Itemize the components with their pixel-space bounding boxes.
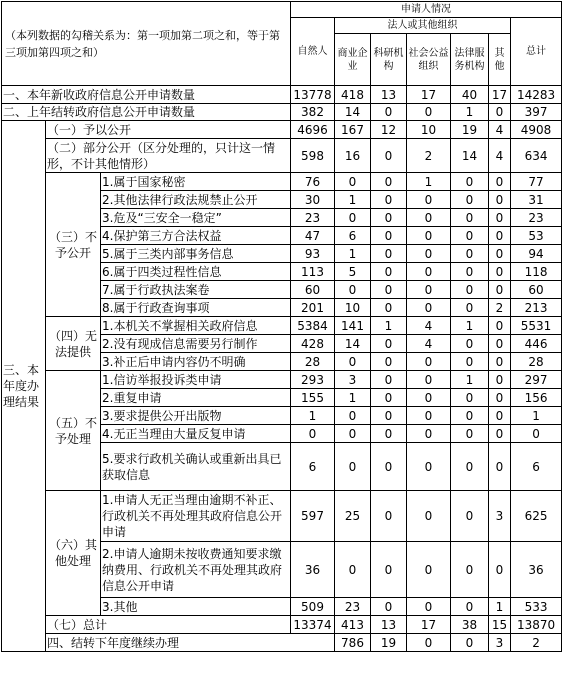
total-header: 总计 xyxy=(511,18,562,86)
cell-value: 23 xyxy=(335,598,371,616)
cell-value: 0 xyxy=(371,353,407,371)
cell-value: 113 xyxy=(291,263,335,281)
row-label: 3.要求提供公开出版物 xyxy=(101,407,291,425)
cell-value: 0 xyxy=(335,209,371,227)
cell-value: 413 xyxy=(335,616,371,634)
cell-value: 0 xyxy=(489,173,511,191)
cell-value: 0 xyxy=(451,281,489,299)
cell-value: 397 xyxy=(511,104,562,121)
row-label: 2.重复申请 xyxy=(101,389,291,407)
cell-value: 17 xyxy=(407,86,451,104)
cell-value: 0 xyxy=(371,443,407,491)
row-label: （一）予以公开 xyxy=(46,121,291,139)
cell-value: 13870 xyxy=(511,616,562,634)
cell-value: 597 xyxy=(291,491,335,542)
cell-value: 0 xyxy=(489,263,511,281)
col-legal-service-header: 法律服务机构 xyxy=(451,34,489,86)
row-label: 1.信访举报投诉类申请 xyxy=(101,371,291,389)
cell-value: 0 xyxy=(371,491,407,542)
cell-value: 0 xyxy=(371,335,407,353)
cell-value: 0 xyxy=(451,245,489,263)
row-label: 6.属于四类过程性信息 xyxy=(101,263,291,281)
cell-value: 15 xyxy=(489,616,511,634)
cell-value: 0 xyxy=(451,353,489,371)
cell-value: 6 xyxy=(335,227,371,245)
cell-value: 1 xyxy=(371,317,407,335)
row-label: 7.属于行政执法案卷 xyxy=(101,281,291,299)
cell-value: 0 xyxy=(451,598,489,616)
cell-value: 0 xyxy=(489,104,511,121)
row-label: 4.无正当理由大量反复申请 xyxy=(101,425,291,443)
cell-value: 3 xyxy=(335,371,371,389)
row-label: 四、结转下年度继续办理 xyxy=(46,634,335,652)
cell-value: 0 xyxy=(451,407,489,425)
group-4-label: （四）无法提供 xyxy=(46,317,101,371)
group-5-label: （五）不予处理 xyxy=(46,371,101,491)
cell-value: 0 xyxy=(407,634,451,652)
row-label: 2.其他法律行政法规禁止公开 xyxy=(101,191,291,209)
cell-value: 0 xyxy=(335,542,371,598)
cell-value: 17 xyxy=(407,616,451,634)
row-label: 2.申请人逾期未按收费通知要求缴纳费用、行政机关不再处理其政府信息公开申请 xyxy=(101,542,291,598)
cell-value: 0 xyxy=(451,335,489,353)
cell-value: 382 xyxy=(291,104,335,121)
cell-value: 0 xyxy=(407,407,451,425)
cell-value: 0 xyxy=(335,353,371,371)
cell-value: 418 xyxy=(335,86,371,104)
col-research-header: 科研机构 xyxy=(371,34,407,86)
cell-value: 0 xyxy=(511,425,562,443)
cell-value: 13374 xyxy=(291,616,335,634)
cell-value: 446 xyxy=(511,335,562,353)
table-row xyxy=(2,86,562,104)
cell-value: 76 xyxy=(291,173,335,191)
row-label: 8.属于行政查询事项 xyxy=(101,299,291,317)
cell-value: 1 xyxy=(335,191,371,209)
cell-value: 19 xyxy=(371,634,407,652)
cell-value: 0 xyxy=(371,371,407,389)
cell-value: 25 xyxy=(335,491,371,542)
cell-value: 1 xyxy=(451,371,489,389)
cell-value: 4908 xyxy=(511,121,562,139)
cell-value: 0 xyxy=(407,371,451,389)
cell-value: 141 xyxy=(335,317,371,335)
cell-value: 0 xyxy=(371,209,407,227)
cell-value: 0 xyxy=(489,209,511,227)
row-label: 5.要求行政机关确认或重新出具已获取信息 xyxy=(101,443,291,491)
cell-value: 16 xyxy=(335,139,371,173)
row-label: 一、本年新收政府信息公开申请数量 xyxy=(2,86,291,104)
cell-value: 0 xyxy=(451,209,489,227)
cell-value: 14 xyxy=(335,104,371,121)
col-other-header: 其他 xyxy=(489,34,511,86)
cell-value: 509 xyxy=(291,598,335,616)
cell-value: 0 xyxy=(489,425,511,443)
cell-value: 0 xyxy=(371,104,407,121)
cell-value: 19 xyxy=(451,121,489,139)
cell-value: 0 xyxy=(371,263,407,281)
cell-value: 1 xyxy=(451,317,489,335)
cell-value: 0 xyxy=(407,209,451,227)
cell-value: 30 xyxy=(291,191,335,209)
natural-person-header: 自然人 xyxy=(291,18,335,86)
table-row xyxy=(2,616,562,634)
cell-value: 0 xyxy=(451,542,489,598)
legal-entities-header: 法人或其他组织 xyxy=(335,18,511,34)
cell-value: 0 xyxy=(371,139,407,173)
cell-value: 0 xyxy=(407,227,451,245)
applicant-status-header: 申请人情况 xyxy=(291,2,562,18)
cell-value: 1 xyxy=(335,389,371,407)
cell-value: 598 xyxy=(291,139,335,173)
section-3-label: 三、本年度办理结果 xyxy=(2,121,46,652)
cell-value: 634 xyxy=(511,139,562,173)
cell-value: 0 xyxy=(451,634,489,652)
cell-value: 0 xyxy=(489,245,511,263)
cell-value: 1 xyxy=(451,104,489,121)
cell-value: 0 xyxy=(489,227,511,245)
cell-value: 0 xyxy=(371,407,407,425)
cell-value: 23 xyxy=(511,209,562,227)
cell-value: 0 xyxy=(371,191,407,209)
header-note: （本列数据的勾稽关系为：第一项加第二项之和，等于第三项加第四项之和） xyxy=(2,2,291,86)
cell-value: 0 xyxy=(407,245,451,263)
cell-value: 0 xyxy=(371,227,407,245)
cell-value: 28 xyxy=(511,353,562,371)
cell-value: 0 xyxy=(489,317,511,335)
cell-value: 14283 xyxy=(511,86,562,104)
cell-value: 533 xyxy=(511,598,562,616)
cell-value: 36 xyxy=(511,542,562,598)
row-label: （七）总计 xyxy=(46,616,291,634)
cell-value: 0 xyxy=(451,191,489,209)
cell-value: 0 xyxy=(489,335,511,353)
cell-value: 0 xyxy=(451,389,489,407)
cell-value: 5384 xyxy=(291,317,335,335)
cell-value: 625 xyxy=(511,491,562,542)
table-row xyxy=(2,317,562,335)
cell-value: 0 xyxy=(371,281,407,299)
cell-value: 14 xyxy=(335,335,371,353)
cell-value: 13 xyxy=(371,86,407,104)
cell-value: 0 xyxy=(407,281,451,299)
cell-value: 23 xyxy=(291,209,335,227)
cell-value: 428 xyxy=(291,335,335,353)
cell-value: 0 xyxy=(371,173,407,191)
cell-value: 0 xyxy=(371,542,407,598)
cell-value: 0 xyxy=(451,299,489,317)
cell-value: 0 xyxy=(407,443,451,491)
cell-value: 3 xyxy=(489,491,511,542)
cell-value: 155 xyxy=(291,389,335,407)
row-label: 5.属于三类内部事务信息 xyxy=(101,245,291,263)
table-row xyxy=(2,121,562,139)
cell-value: 0 xyxy=(489,353,511,371)
cell-value: 1 xyxy=(291,407,335,425)
cell-value: 1 xyxy=(407,173,451,191)
cell-value: 28 xyxy=(291,353,335,371)
cell-value: 12 xyxy=(371,121,407,139)
cell-value: 4696 xyxy=(291,121,335,139)
cell-value: 40 xyxy=(451,86,489,104)
cell-value: 0 xyxy=(407,542,451,598)
row-label: 1.属于国家秘密 xyxy=(101,173,291,191)
cell-value: 5 xyxy=(335,263,371,281)
cell-value: 0 xyxy=(407,104,451,121)
group-3-label: （三）不予公开 xyxy=(46,173,101,317)
cell-value: 0 xyxy=(489,389,511,407)
cell-value: 1 xyxy=(335,245,371,263)
cell-value: 0 xyxy=(407,598,451,616)
cell-value: 10 xyxy=(335,299,371,317)
table-row xyxy=(2,491,562,542)
cell-value: 0 xyxy=(451,425,489,443)
cell-value: 93 xyxy=(291,245,335,263)
cell-value: 0 xyxy=(371,425,407,443)
row-label: 1.本机关不掌握相关政府信息 xyxy=(101,317,291,335)
cell-value: 0 xyxy=(371,598,407,616)
cell-value: 0 xyxy=(451,263,489,281)
cell-value: 6 xyxy=(291,443,335,491)
cell-value: 0 xyxy=(407,425,451,443)
cell-value: 0 xyxy=(407,389,451,407)
cell-value: 201 xyxy=(291,299,335,317)
cell-value: 0 xyxy=(371,389,407,407)
cell-value: 1 xyxy=(511,407,562,425)
cell-value: 293 xyxy=(291,371,335,389)
row-label: 2.没有现成信息需要另行制作 xyxy=(101,335,291,353)
cell-value: 0 xyxy=(407,299,451,317)
cell-value: 36 xyxy=(291,542,335,598)
cell-value: 0 xyxy=(335,281,371,299)
cell-value: 297 xyxy=(511,371,562,389)
cell-value: 0 xyxy=(489,281,511,299)
table-row xyxy=(2,634,562,652)
cell-value: 4 xyxy=(489,139,511,173)
cell-value: 0 xyxy=(407,491,451,542)
cell-value: 0 xyxy=(489,371,511,389)
disclosure-table xyxy=(1,1,562,652)
cell-value: 4 xyxy=(407,335,451,353)
cell-value: 156 xyxy=(511,389,562,407)
cell-value: 10 xyxy=(407,121,451,139)
cell-value: 786 xyxy=(335,634,371,652)
cell-value: 0 xyxy=(451,443,489,491)
row-label: 3.补正后申请内容仍不明确 xyxy=(101,353,291,371)
cell-value: 60 xyxy=(291,281,335,299)
cell-value: 4 xyxy=(489,121,511,139)
cell-value: 0 xyxy=(407,263,451,281)
cell-value: 38 xyxy=(451,616,489,634)
cell-value: 2 xyxy=(407,139,451,173)
col-commercial-header: 商业企业 xyxy=(335,34,371,86)
cell-value: 167 xyxy=(335,121,371,139)
cell-value: 31 xyxy=(511,191,562,209)
cell-value: 0 xyxy=(335,407,371,425)
cell-value: 13 xyxy=(371,616,407,634)
cell-value: 6 xyxy=(511,443,562,491)
cell-value: 1 xyxy=(489,598,511,616)
table-row xyxy=(2,371,562,389)
cell-value: 14 xyxy=(451,139,489,173)
cell-value: 0 xyxy=(407,353,451,371)
cell-value: 0 xyxy=(371,245,407,263)
cell-value: 0 xyxy=(451,173,489,191)
cell-value: 0 xyxy=(451,227,489,245)
cell-value: 0 xyxy=(335,425,371,443)
cell-value: 0 xyxy=(407,191,451,209)
table-row xyxy=(2,139,562,173)
cell-value: 60 xyxy=(511,281,562,299)
cell-value: 5531 xyxy=(511,317,562,335)
group-6-label: （六）其他处理 xyxy=(46,491,101,616)
row-label: 1.申请人无正当理由逾期不补正、行政机关不再处理其政府信息公开申请 xyxy=(101,491,291,542)
cell-value: 47 xyxy=(291,227,335,245)
row-label: （二）部分公开（区分处理的，只计这一情形，不计其他情形） xyxy=(46,139,291,173)
row-label: 3.危及“三安全一稳定” xyxy=(101,209,291,227)
row-label: 二、上年结转政府信息公开申请数量 xyxy=(2,104,291,121)
cell-value: 0 xyxy=(291,425,335,443)
cell-value: 94 xyxy=(511,245,562,263)
cell-value: 2 xyxy=(489,299,511,317)
row-label: 4.保护第三方合法权益 xyxy=(101,227,291,245)
cell-value: 0 xyxy=(489,443,511,491)
table-row xyxy=(2,173,562,191)
cell-value: 0 xyxy=(335,443,371,491)
cell-value: 53 xyxy=(511,227,562,245)
cell-value: 118 xyxy=(511,263,562,281)
row-label: 3.其他 xyxy=(101,598,291,616)
cell-value: 17 xyxy=(489,86,511,104)
cell-value: 0 xyxy=(371,299,407,317)
cell-value: 0 xyxy=(451,491,489,542)
col-public-welfare-header: 社会公益组织 xyxy=(407,34,451,86)
cell-value: 0 xyxy=(489,191,511,209)
cell-value: 13778 xyxy=(291,86,335,104)
cell-value: 0 xyxy=(489,542,511,598)
cell-value: 4 xyxy=(407,317,451,335)
cell-value: 3 xyxy=(489,634,511,652)
cell-value: 77 xyxy=(511,173,562,191)
table-row xyxy=(2,104,562,121)
cell-value: 2 xyxy=(511,634,562,652)
cell-value: 213 xyxy=(511,299,562,317)
cell-value: 0 xyxy=(489,407,511,425)
cell-value: 0 xyxy=(335,173,371,191)
